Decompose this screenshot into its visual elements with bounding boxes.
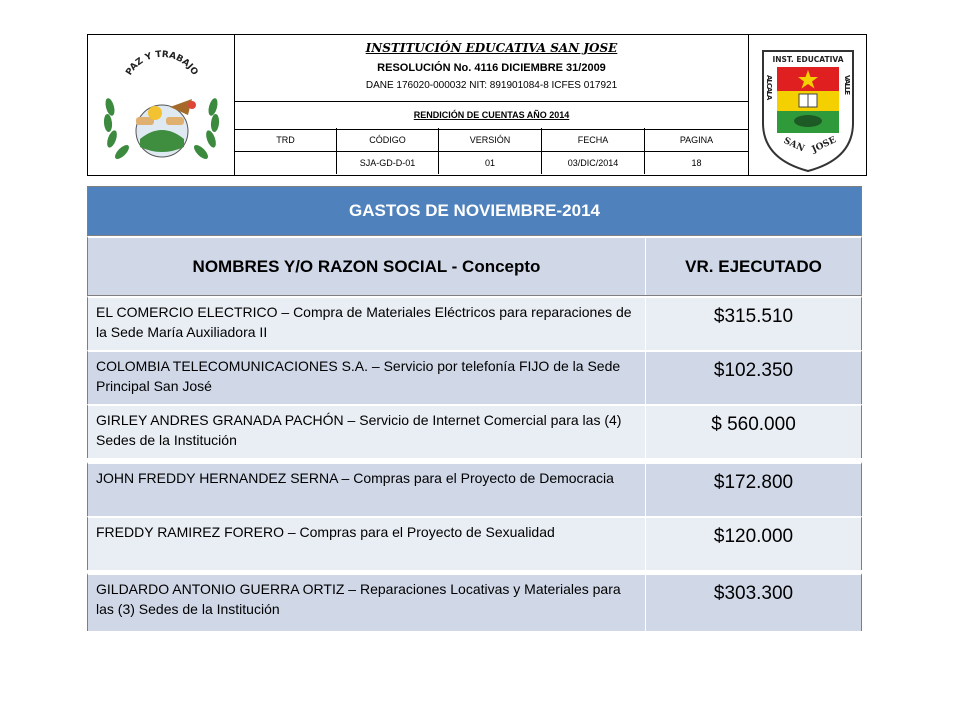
label-version: VERSIÓN xyxy=(439,128,542,151)
value-fecha: 03/DIC/2014 xyxy=(542,151,645,174)
table-title: GASTOS DE NOVIEMBRE-2014 xyxy=(87,186,862,236)
report-title-row xyxy=(235,101,748,130)
row-value: $120.000 xyxy=(713,526,794,547)
table-row xyxy=(87,462,862,516)
table-row xyxy=(87,350,862,404)
column-header-value: VR. EJECUTADO xyxy=(685,256,822,276)
value-codigo: SJA-GD-D-01 xyxy=(337,151,439,174)
row-value: $ 560.000 xyxy=(711,414,796,435)
row-concept: FREDDY RAMIREZ FORERO – Compras para el Proyecto de Sexualidad xyxy=(88,518,646,570)
seal-emblem-icon xyxy=(88,35,235,175)
label-fecha: FECHA xyxy=(542,128,645,151)
school-seal-left xyxy=(88,35,235,175)
row-value: $172.800 xyxy=(713,472,794,493)
table-header xyxy=(87,236,862,296)
resolution-text: RESOLUCIÓN No. 4116 DICIEMBRE 31/2009 xyxy=(377,62,606,74)
dane-nit-text: DANE 176020-000032 NIT: 891901084-8 ICFES 017921 xyxy=(365,80,618,91)
row-value: $303.300 xyxy=(713,583,794,604)
table-row xyxy=(87,516,862,570)
value-version: 01 xyxy=(439,151,542,174)
shield-left-vertical: ALCALA xyxy=(765,75,773,100)
seal-motto: PAZ Y TRABAJO xyxy=(124,49,200,78)
shield-bottom-left: SAN xyxy=(781,136,806,155)
row-concept: COLOMBIA TELECOMUNICACIONES S.A. – Servicio por telefonía FIJO de la Sede Principal San José xyxy=(88,352,646,404)
school-shield-right xyxy=(748,35,866,175)
table-row xyxy=(87,404,862,458)
row-value: $315.510 xyxy=(713,306,794,327)
shield-right-vertical: VALLE xyxy=(843,75,851,95)
label-trd: TRD xyxy=(235,128,337,151)
row-concept: JOHN FREDDY HERNANDEZ SERNA – Compras para el Proyecto de Democracia xyxy=(88,464,646,516)
doc-control-values xyxy=(235,151,748,174)
table-row xyxy=(87,573,862,631)
institution-name: INSTITUCIÓN EDUCATIVA SAN JOSE xyxy=(365,41,618,55)
shield-top-text: INST. EDUCATIVA xyxy=(772,55,844,64)
shield-bottom-right: JOSE xyxy=(810,135,838,156)
table-row xyxy=(87,296,862,350)
label-pagina: PAGINA xyxy=(679,134,714,145)
doc-control-labels xyxy=(235,128,748,152)
row-concept: EL COMERCIO ELECTRICO – Compra de Materiales Eléctricos para reparaciones de la Sede María Auxiliadora II xyxy=(88,298,646,350)
label-codigo: CÓDIGO xyxy=(337,128,439,151)
row-concept: GIRLEY ANDRES GRANADA PACHÓN – Servicio de Internet Comercial para las (4) Sedes de la Institución xyxy=(88,406,646,458)
column-header-name: NOMBRES Y/O RAZON SOCIAL - Concepto xyxy=(88,238,646,295)
svg-text:PAZ Y TRABAJO xyxy=(124,50,199,78)
value-trd xyxy=(235,151,337,174)
tree-icon xyxy=(794,115,822,127)
report-title: RENDICIÓN DE CUENTAS AÑO 2014 xyxy=(413,110,570,120)
value-pagina: 18 xyxy=(691,157,702,168)
header-center xyxy=(235,35,748,175)
shield-icon xyxy=(749,35,867,175)
row-concept: GILDARDO ANTONIO GUERRA ORTIZ – Reparaciones Locativas y Materiales para las (3) Sedes de la Institución xyxy=(88,575,646,631)
row-value: $102.350 xyxy=(713,360,794,381)
document-header xyxy=(87,34,867,176)
